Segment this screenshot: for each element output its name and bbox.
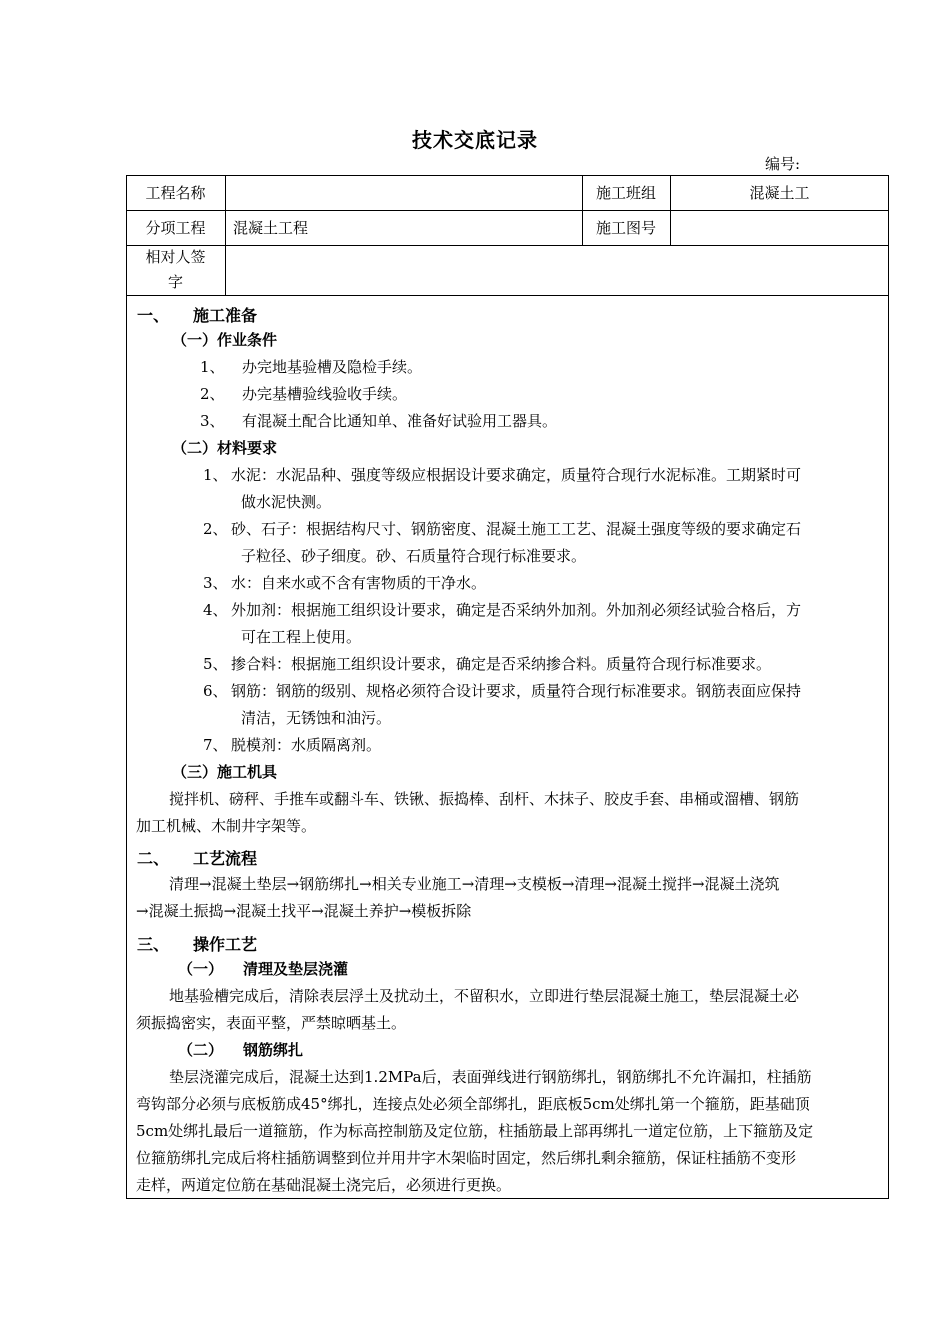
- list-item-continuation: 做水泥快测。: [241, 493, 332, 511]
- paragraph-line: 地基验槽完成后，清除表层浮土及扰动土，不留积水，立即进行垫层混凝土施工，垫层混凝土必: [169, 987, 800, 1005]
- list-item-text: 砂、石子：根据结构尺寸、钢筋密度、混凝土施工工艺、混凝土强度等级的要求确定石: [231, 520, 802, 538]
- paragraph-line: 搅拌机、磅秤、手推车或翻斗车、铁锹、振捣棒、刮杆、木抹子、胶皮手套、串桶或溜槽、钢筋: [169, 790, 800, 808]
- paragraph-line: 须振捣密实，表面平整，严禁晾晒基土。: [136, 1014, 407, 1032]
- sub-project-label: 分项工程: [145, 219, 206, 237]
- list-item-number: 4、: [203, 601, 228, 619]
- drawing-number-value: [670, 210, 889, 245]
- paragraph-line: 走样，两道定位筋在基础混凝土浇完后，必须进行更换。: [136, 1176, 512, 1194]
- subsection-3-1-heading: [178, 956, 348, 983]
- list-item: [203, 732, 381, 759]
- section-1-heading: [137, 302, 257, 329]
- list-item: [203, 462, 801, 489]
- list-item-number: 3、: [200, 412, 225, 430]
- list-item: [200, 381, 407, 408]
- list-item-text: 钢筋：钢筋的级别、规格必须符合设计要求，质量符合现行标准要求。钢筋表面应保持: [231, 682, 802, 700]
- section-1-title: 施工准备: [193, 306, 258, 325]
- list-item: [200, 408, 557, 435]
- list-item-number: 1、: [203, 466, 228, 484]
- section-2-title: 工艺流程: [193, 849, 258, 868]
- document-number-label: 编号:: [765, 155, 801, 173]
- list-item-number: 2、: [200, 385, 225, 403]
- list-item: [203, 597, 801, 624]
- list-item: [200, 354, 422, 381]
- subsection-1-2-title: （二）材料要求: [172, 439, 278, 457]
- list-item-continuation: 清洁，无锈蚀和油污。: [241, 709, 392, 727]
- signature-label-line2: 字: [167, 273, 183, 291]
- project-name-value: [225, 175, 582, 210]
- drawing-number-label: 施工图号: [595, 219, 656, 237]
- paragraph-line: 5cm处绑扎最后一道箍筋，作为标高控制筋及定位筋，柱插筋最上部再绑扎一道定位筋，上下箍筋及定: [136, 1122, 814, 1140]
- sub-project-value: 混凝土工程: [233, 219, 309, 237]
- list-item-number: 3、: [203, 574, 228, 592]
- list-item-text: 水泥：水泥品种、强度等级应根据设计要求确定，质量符合现行水泥标准。工期紧时可: [231, 466, 802, 484]
- subsection-3-2-number: （二）: [178, 1041, 224, 1059]
- table-rule: [126, 295, 889, 296]
- subsection-3-2-heading: [178, 1037, 303, 1064]
- list-item-text: 有混凝土配合比通知单、准备好试验用工器具。: [242, 412, 558, 430]
- section-2-heading: [137, 845, 257, 872]
- list-item: [203, 678, 801, 705]
- section-1-number: 一、: [137, 306, 170, 325]
- list-item-number: 6、: [203, 682, 228, 700]
- list-item-text: 水：自来水或不含有害物质的干净水。: [231, 574, 487, 592]
- subsection-3-1-number: （一）: [178, 960, 224, 978]
- paragraph-line: 清理→混凝土垫层→钢筋绑扎→相关专业施工→清理→支模板→清理→混凝土搅拌→混凝土浇筑: [169, 875, 780, 893]
- signature-value: [225, 245, 889, 295]
- subsection-1-1-title: （一）作业条件: [172, 331, 278, 349]
- paragraph-line: 垫层浇灌完成后，混凝土达到1.2MPa后，表面弹线进行钢筋绑扎，钢筋绑扎不允许漏扣，柱插筋: [169, 1068, 812, 1086]
- subsection-1-3-title: （三）施工机具: [172, 763, 278, 781]
- section-3-title: 操作工艺: [193, 935, 258, 954]
- section-3-number: 三、: [137, 935, 170, 954]
- list-item-number: 5、: [203, 655, 228, 673]
- list-item-number: 2、: [203, 520, 228, 538]
- signature-label-line1: 相对人签: [145, 248, 206, 266]
- team-label: 施工班组: [595, 184, 656, 202]
- team-value: 混凝土工: [749, 184, 810, 202]
- list-item-number: 1、: [200, 358, 225, 376]
- list-item-text: 掺合料：根据施工组织设计要求，确定是否采纳掺合料。质量符合现行标准要求。: [231, 655, 772, 673]
- paragraph-line: 弯钩部分必须与底板筋成45°绑扎，连接点处必须全部绑扎，距底板5cm处绑扎第一个箍筋，距基础顶: [136, 1095, 810, 1113]
- paragraph-line: 位箍筋绑扎完成后将柱插筋调整到位并用井字木架临时固定，然后绑扎剩余箍筋，保证柱插筋不变形: [136, 1149, 797, 1167]
- list-item-continuation: 可在工程上使用。: [241, 628, 362, 646]
- list-item-text: 脱模剂：水质隔离剂。: [231, 736, 382, 754]
- subsection-3-1-title: 清理及垫层浇灌: [243, 960, 349, 978]
- list-item-text: 外加剂：根据施工组织设计要求，确定是否采纳外加剂。外加剂必须经试验合格后，方: [231, 601, 802, 619]
- list-item-text: 办完基槽验线验收手续。: [242, 385, 408, 403]
- list-item-text: 办完地基验槽及隐检手续。: [242, 358, 423, 376]
- list-item: [203, 570, 486, 597]
- paragraph-line: →混凝土振捣→混凝土找平→混凝土养护→模板拆除: [136, 902, 472, 920]
- document-title: 技术交底记录: [412, 128, 538, 152]
- paragraph-line: 加工机械、木制井字架等。: [136, 817, 317, 835]
- section-3-heading: [137, 931, 257, 958]
- project-name-label: 工程名称: [145, 184, 206, 202]
- list-item: [203, 516, 801, 543]
- subsection-3-2-title: 钢筋绑扎: [243, 1041, 304, 1059]
- list-item-number: 7、: [203, 736, 228, 754]
- list-item: [203, 651, 771, 678]
- section-2-number: 二、: [137, 849, 170, 868]
- list-item-continuation: 子粒径、砂子细度。砂、石质量符合现行标准要求。: [241, 547, 587, 565]
